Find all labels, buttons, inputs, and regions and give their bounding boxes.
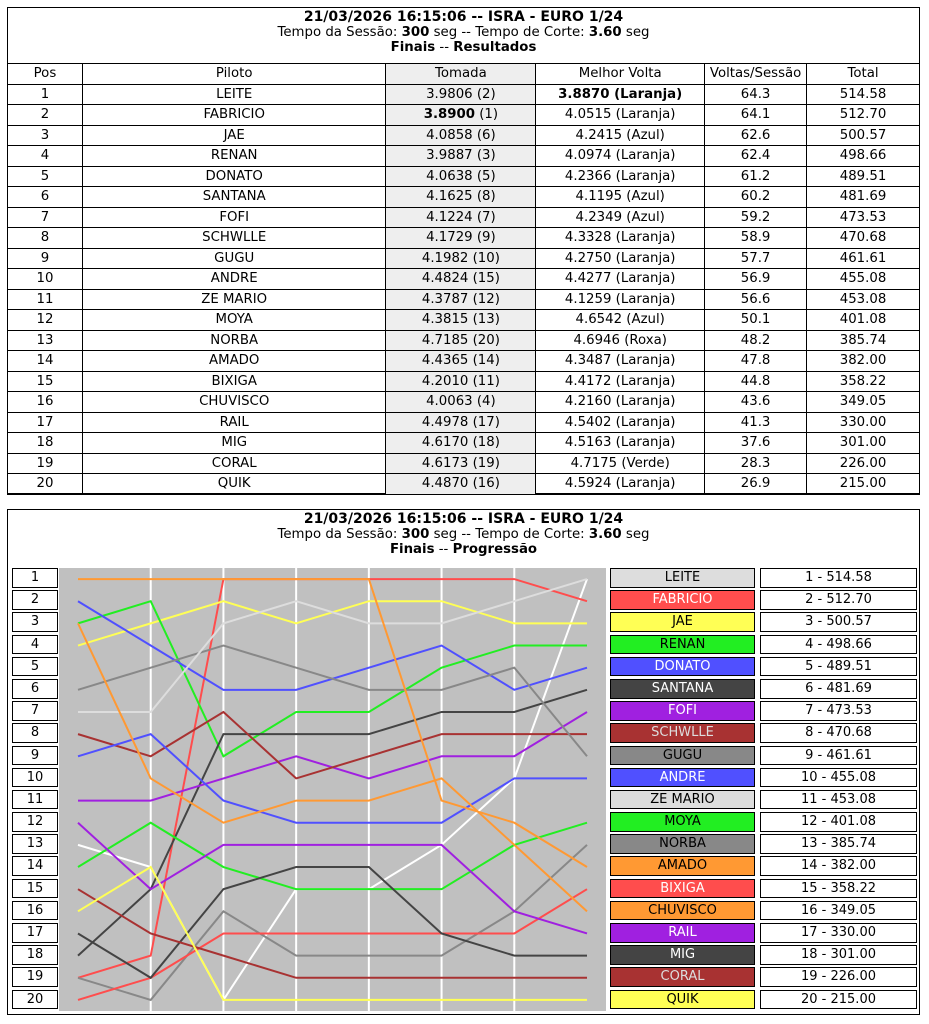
position-box: 9 [12, 746, 58, 766]
cell-tomada: 3.8900 (1) [386, 105, 536, 126]
cell-pos: 18 [8, 433, 83, 454]
cell-tomada: 4.0063 (4) [386, 392, 536, 413]
cell-voltas-sessao: 57.7 [705, 248, 807, 269]
position-box: 1 [12, 568, 58, 588]
driver-score: 9 - 461.61 [760, 746, 917, 766]
table-row [8, 392, 920, 413]
table-row [8, 371, 920, 392]
cell-total: 489.51 [807, 166, 920, 187]
cell-voltas-sessao: 28.3 [705, 453, 807, 474]
cell-piloto: CORAL [82, 453, 386, 474]
table-row [8, 105, 920, 126]
cell-tomada: 4.4870 (16) [386, 474, 536, 495]
table-row [8, 228, 920, 249]
cell-voltas-sessao: 50.1 [705, 310, 807, 331]
driver-score: 11 - 453.08 [760, 790, 917, 810]
cell-melhor-volta: 4.6946 (Roxa) [536, 330, 705, 351]
cell-tomada: 4.2010 (11) [386, 371, 536, 392]
cell-piloto: FOFI [82, 207, 386, 228]
table-row [8, 289, 920, 310]
cell-pos: 3 [8, 125, 83, 146]
cell-total: 330.00 [807, 412, 920, 433]
cell-pos: 14 [8, 351, 83, 372]
cell-melhor-volta: 4.0515 (Laranja) [536, 105, 705, 126]
cell-total: 514.58 [807, 84, 920, 105]
position-box: 11 [12, 790, 58, 810]
driver-score: 2 - 512.70 [760, 590, 917, 610]
cell-tomada: 4.3787 (12) [386, 289, 536, 310]
cell-tomada: 4.0638 (5) [386, 166, 536, 187]
driver-score: 12 - 401.08 [760, 812, 917, 832]
table-row [8, 351, 920, 372]
cell-total: 453.08 [807, 289, 920, 310]
cell-total: 470.68 [807, 228, 920, 249]
cell-tomada: 4.6173 (19) [386, 453, 536, 474]
cell-piloto: FABRICIO [82, 105, 386, 126]
results-header-row [8, 64, 920, 85]
table-row [8, 453, 920, 474]
cell-total: 358.22 [807, 371, 920, 392]
chart-background [59, 568, 606, 1011]
progress-header [8, 510, 919, 557]
cell-piloto: ZE MARIO [82, 289, 386, 310]
position-box: 8 [12, 723, 58, 743]
cell-voltas-sessao: 64.3 [705, 84, 807, 105]
cell-total: 512.70 [807, 105, 920, 126]
cell-piloto: MOYA [82, 310, 386, 331]
driver-legend-item: QUIK [610, 990, 755, 1010]
cell-voltas-sessao: 58.9 [705, 228, 807, 249]
table-row [8, 433, 920, 454]
position-box: 10 [12, 768, 58, 788]
cell-piloto: LEITE [82, 84, 386, 105]
position-box: 19 [12, 967, 58, 987]
cell-total: 382.00 [807, 351, 920, 372]
position-box: 15 [12, 879, 58, 899]
cell-melhor-volta: 4.3328 (Laranja) [536, 228, 705, 249]
position-box: 12 [12, 812, 58, 832]
cell-piloto: RENAN [82, 146, 386, 167]
cell-voltas-sessao: 59.2 [705, 207, 807, 228]
position-box: 13 [12, 834, 58, 854]
cell-melhor-volta: 4.1195 (Azul) [536, 187, 705, 208]
position-box: 14 [12, 856, 58, 876]
cell-melhor-volta: 4.4277 (Laranja) [536, 269, 705, 290]
driver-legend-item: RAIL [610, 923, 755, 943]
cell-pos: 17 [8, 412, 83, 433]
cell-piloto: QUIK [82, 474, 386, 495]
position-box: 5 [12, 657, 58, 677]
driver-score: 17 - 330.00 [760, 923, 917, 943]
driver-legend-item: AMADO [610, 856, 755, 876]
cell-pos: 16 [8, 392, 83, 413]
col-header-piloto: Piloto [82, 64, 386, 85]
cell-pos: 4 [8, 146, 83, 167]
cell-piloto: ANDRE [82, 269, 386, 290]
cell-tomada: 3.9806 (2) [386, 84, 536, 105]
driver-legend-item: CORAL [610, 967, 755, 987]
cell-pos: 6 [8, 187, 83, 208]
cell-total: 481.69 [807, 187, 920, 208]
cell-tomada: 4.1982 (10) [386, 248, 536, 269]
cell-voltas-sessao: 37.6 [705, 433, 807, 454]
position-box: 20 [12, 990, 58, 1010]
session-datetime-track: 21/03/2026 16:15:06 -- ISRA - EURO 1/24 [303, 9, 624, 25]
cell-pos: 15 [8, 371, 83, 392]
col-header-voltas-sessao: Voltas/Sessão [705, 64, 807, 85]
cell-voltas-sessao: 56.6 [705, 289, 807, 310]
progress-datetime-track: 21/03/2026 16:15:06 -- ISRA - EURO 1/24 [303, 511, 624, 527]
driver-score: 3 - 500.57 [760, 612, 917, 632]
cell-piloto: GUGU [82, 248, 386, 269]
cell-tomada: 4.7185 (20) [386, 330, 536, 351]
session-times: Tempo da Sessão: 300 seg -- Tempo de Corte: 3.60 seg [277, 25, 650, 40]
cell-melhor-volta: 4.2750 (Laranja) [536, 248, 705, 269]
cell-total: 461.61 [807, 248, 920, 269]
cell-voltas-sessao: 60.2 [705, 187, 807, 208]
cell-voltas-sessao: 61.2 [705, 166, 807, 187]
driver-score: 5 - 489.51 [760, 657, 917, 677]
progress-panel [7, 509, 920, 1015]
table-row [8, 412, 920, 433]
cell-piloto: DONATO [82, 166, 386, 187]
cell-voltas-sessao: 56.9 [705, 269, 807, 290]
position-box: 7 [12, 701, 58, 721]
cell-tomada: 4.1224 (7) [386, 207, 536, 228]
col-header-pos: Pos [8, 64, 83, 85]
driver-score: 16 - 349.05 [760, 901, 917, 921]
cell-melhor-volta: 4.6542 (Azul) [536, 310, 705, 331]
cell-piloto: SCHWLLE [82, 228, 386, 249]
cell-tomada: 4.4824 (15) [386, 269, 536, 290]
driver-legend-item: RENAN [610, 635, 755, 655]
cell-pos: 8 [8, 228, 83, 249]
score-column [760, 568, 917, 1012]
table-row [8, 146, 920, 167]
cell-voltas-sessao: 43.6 [705, 392, 807, 413]
driver-legend-item: CHUVISCO [610, 901, 755, 921]
cell-tomada: 3.9887 (3) [386, 146, 536, 167]
cell-total: 455.08 [807, 269, 920, 290]
cell-total: 500.57 [807, 125, 920, 146]
driver-legend-item: FABRICIO [610, 590, 755, 610]
cell-piloto: AMADO [82, 351, 386, 372]
results-header [8, 8, 919, 55]
driver-score: 7 - 473.53 [760, 701, 917, 721]
table-row [8, 474, 920, 495]
cell-melhor-volta: 4.1259 (Laranja) [536, 289, 705, 310]
cell-piloto: BIXIGA [82, 371, 386, 392]
table-row [8, 310, 920, 331]
driver-legend-item: JAE [610, 612, 755, 632]
col-header-tomada: Tomada [386, 64, 536, 85]
results-section-title: Finais -- Resultados [390, 40, 537, 55]
cell-pos: 13 [8, 330, 83, 351]
cell-voltas-sessao: 62.6 [705, 125, 807, 146]
cell-melhor-volta: 4.2415 (Azul) [536, 125, 705, 146]
col-header-melhor-volta: Melhor Volta [536, 64, 705, 85]
driver-score: 13 - 385.74 [760, 834, 917, 854]
driver-legend-item: SANTANA [610, 679, 755, 699]
driver-legend-item: BIXIGA [610, 879, 755, 899]
cell-tomada: 4.1625 (8) [386, 187, 536, 208]
driver-score: 8 - 470.68 [760, 723, 917, 743]
table-row [8, 84, 920, 105]
driver-legend-item: ZE MARIO [610, 790, 755, 810]
cell-tomada: 4.1729 (9) [386, 228, 536, 249]
cell-total: 498.66 [807, 146, 920, 167]
cell-melhor-volta: 3.8870 (Laranja) [536, 84, 705, 105]
driver-legend-item: MIG [610, 945, 755, 965]
driver-score: 10 - 455.08 [760, 768, 917, 788]
cell-voltas-sessao: 62.4 [705, 146, 807, 167]
position-box: 16 [12, 901, 58, 921]
table-row [8, 207, 920, 228]
driver-legend-column [610, 568, 755, 1012]
cell-piloto: CHUVISCO [82, 392, 386, 413]
table-row [8, 187, 920, 208]
cell-piloto: JAE [82, 125, 386, 146]
table-row [8, 166, 920, 187]
driver-score: 1 - 514.58 [760, 568, 917, 588]
cell-melhor-volta: 4.2366 (Laranja) [536, 166, 705, 187]
position-box: 2 [12, 590, 58, 610]
cell-tomada: 4.3815 (13) [386, 310, 536, 331]
driver-legend-item: DONATO [610, 657, 755, 677]
driver-legend-item: GUGU [610, 746, 755, 766]
cell-pos: 7 [8, 207, 83, 228]
position-box: 17 [12, 923, 58, 943]
cell-voltas-sessao: 41.3 [705, 412, 807, 433]
cell-melhor-volta: 4.2160 (Laranja) [536, 392, 705, 413]
cell-melhor-volta: 4.2349 (Azul) [536, 207, 705, 228]
cell-melhor-volta: 4.4172 (Laranja) [536, 371, 705, 392]
cell-tomada: 4.4365 (14) [386, 351, 536, 372]
cell-melhor-volta: 4.5402 (Laranja) [536, 412, 705, 433]
results-panel [7, 7, 920, 494]
driver-legend-item: NORBA [610, 834, 755, 854]
driver-score: 6 - 481.69 [760, 679, 917, 699]
table-row [8, 269, 920, 290]
driver-score: 18 - 301.00 [760, 945, 917, 965]
cell-total: 349.05 [807, 392, 920, 413]
table-row [8, 125, 920, 146]
driver-legend-item: LEITE [610, 568, 755, 588]
cell-pos: 10 [8, 269, 83, 290]
cell-total: 385.74 [807, 330, 920, 351]
driver-legend-item: MOYA [610, 812, 755, 832]
progression-chart [59, 568, 606, 1011]
cell-tomada: 4.4978 (17) [386, 412, 536, 433]
table-row [8, 248, 920, 269]
results-table [7, 63, 920, 495]
driver-legend-item: FOFI [610, 701, 755, 721]
cell-pos: 20 [8, 474, 83, 495]
cell-melhor-volta: 4.3487 (Laranja) [536, 351, 705, 372]
cell-pos: 5 [8, 166, 83, 187]
cell-total: 215.00 [807, 474, 920, 495]
cell-piloto: RAIL [82, 412, 386, 433]
cell-voltas-sessao: 64.1 [705, 105, 807, 126]
cell-melhor-volta: 4.5163 (Laranja) [536, 433, 705, 454]
progress-section-title: Finais -- Progressão [389, 542, 538, 557]
cell-piloto: MIG [82, 433, 386, 454]
position-box: 6 [12, 679, 58, 699]
cell-melhor-volta: 4.7175 (Verde) [536, 453, 705, 474]
cell-total: 473.53 [807, 207, 920, 228]
progress-session-times: Tempo da Sessão: 300 seg -- Tempo de Corte: 3.60 seg [277, 527, 650, 542]
position-box: 18 [12, 945, 58, 965]
col-header-total: Total [807, 64, 920, 85]
position-box: 4 [12, 635, 58, 655]
cell-pos: 19 [8, 453, 83, 474]
cell-voltas-sessao: 26.9 [705, 474, 807, 495]
cell-voltas-sessao: 44.8 [705, 371, 807, 392]
driver-legend-item: SCHWLLE [610, 723, 755, 743]
cell-pos: 12 [8, 310, 83, 331]
cell-pos: 9 [8, 248, 83, 269]
driver-score: 20 - 215.00 [760, 990, 917, 1010]
driver-score: 15 - 358.22 [760, 879, 917, 899]
position-column [12, 568, 58, 1012]
cell-total: 226.00 [807, 453, 920, 474]
driver-legend-item: ANDRE [610, 768, 755, 788]
position-box: 3 [12, 612, 58, 632]
driver-score: 19 - 226.00 [760, 967, 917, 987]
cell-tomada: 4.6170 (18) [386, 433, 536, 454]
cell-melhor-volta: 4.0974 (Laranja) [536, 146, 705, 167]
cell-piloto: NORBA [82, 330, 386, 351]
cell-pos: 1 [8, 84, 83, 105]
cell-pos: 11 [8, 289, 83, 310]
cell-piloto: SANTANA [82, 187, 386, 208]
driver-score: 4 - 498.66 [760, 635, 917, 655]
cell-tomada: 4.0858 (6) [386, 125, 536, 146]
cell-total: 401.08 [807, 310, 920, 331]
table-row [8, 330, 920, 351]
cell-melhor-volta: 4.5924 (Laranja) [536, 474, 705, 495]
cell-total: 301.00 [807, 433, 920, 454]
cell-pos: 2 [8, 105, 83, 126]
cell-voltas-sessao: 47.8 [705, 351, 807, 372]
cell-voltas-sessao: 48.2 [705, 330, 807, 351]
driver-score: 14 - 382.00 [760, 856, 917, 876]
